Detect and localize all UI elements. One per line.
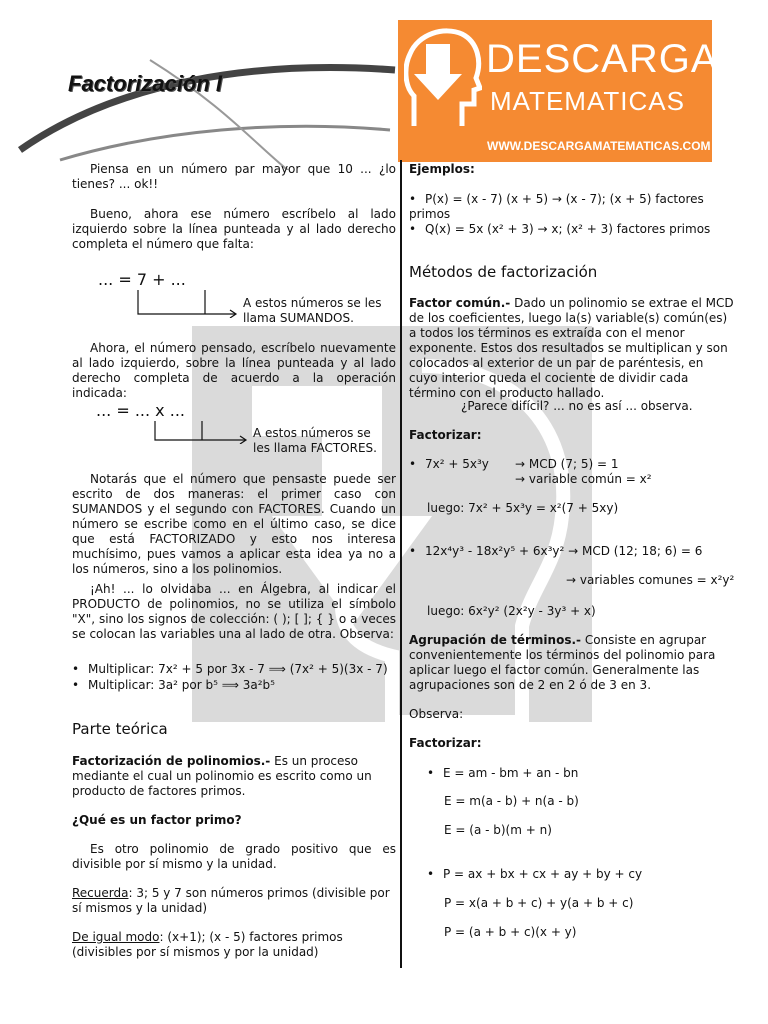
grouping-p-step-3: P = (a + b + c)(x + y) bbox=[444, 925, 577, 939]
observe-label: Observa: bbox=[409, 707, 464, 721]
intro-paragraph: Piensa en un número par mayor que 10 ... ¿lo tienes? ... ok!! bbox=[72, 162, 396, 191]
factor-example-2-result: luego: 6x²y² (2x²y - 3y³ + x) bbox=[427, 604, 596, 618]
example-q: • Q(x) = 5x (x² + 3) → x; (x² + 3) factores primos bbox=[409, 222, 711, 236]
definition-paragraph: Factorización de polinomios.- Es un proceso mediante el cual un polinomio es escrito como un producto de factores primos. bbox=[72, 754, 372, 798]
grouping-e-step-3: E = (a - b)(m + n) bbox=[444, 823, 552, 837]
factor-example-1: • 7x² + 5x³y bbox=[409, 457, 489, 471]
product-equation: ... = ... x ... bbox=[96, 401, 185, 420]
prime-factor-question: ¿Qué es un factor primo? bbox=[72, 813, 242, 827]
multiply-example-2: • Multiplicar: 3a² por b⁵ ⟹ 3a²b⁵ bbox=[72, 678, 275, 692]
factorize-heading-2: Factorizar: bbox=[409, 736, 482, 750]
instruction-paragraph: Bueno, ahora ese número escríbelo al lado izquierdo sobre la línea punteada y al lado derecho completa el número que falta: bbox=[72, 207, 396, 251]
factor-example-1-variable: → variable común = x² bbox=[515, 472, 652, 486]
brand-url[interactable]: WWW.DESCARGAMATEMATICAS.COM bbox=[487, 139, 711, 153]
grouping-e-step-2: E = m(a - b) + n(a - b) bbox=[444, 794, 579, 808]
grouping-p-step-1: • P = ax + bx + cx + ay + by + cy bbox=[427, 867, 643, 881]
factor-example-2-variables: → variables comunes = x²y² bbox=[566, 573, 735, 587]
sum-bracket bbox=[130, 288, 240, 318]
sum-equation: ... = 7 + ... bbox=[98, 270, 186, 289]
decorative-swoosh bbox=[0, 40, 400, 170]
factor-example-1-mcd: → MCD (7; 5) = 1 bbox=[515, 457, 619, 471]
head-download-icon bbox=[404, 26, 482, 136]
page-title: Factorización I bbox=[68, 71, 223, 96]
grouping-e-step-1: • E = am - bm + an - bn bbox=[427, 766, 579, 780]
section-heading-methods: Métodos de factorización bbox=[409, 263, 598, 281]
factor-example-1-result: luego: 7x² + 5x³y = x²(7 + 5xy) bbox=[427, 501, 619, 515]
grouping-paragraph: Agrupación de términos.- Consiste en agrupar convenientemente los términos del polinomio para aplicar luego el factor común. Generalmente las agrupaciones son de 2 en 2 ó de 3 en 3. bbox=[409, 633, 716, 692]
product-bracket bbox=[150, 420, 250, 444]
brand-word-matematicas: MATEMATICAS bbox=[490, 86, 685, 116]
grouping-p-step-2: P = x(a + b + c) + y(a + b + c) bbox=[444, 896, 634, 910]
factorize-heading-1: Factorizar: bbox=[409, 428, 482, 442]
examples-heading: Ejemplos: bbox=[409, 162, 475, 176]
column-divider bbox=[400, 160, 402, 968]
factor-example-2: • 12x⁴y³ - 18x²y⁵ + 6x³y² → MCD (12; 18; 6) = 6 bbox=[409, 544, 703, 558]
example-p: • P(x) = (x - 7) (x + 5) → (x - 7); (x + 5) factores primos bbox=[409, 192, 704, 221]
product-label: A estos números se les llama FACTORES. bbox=[253, 426, 377, 455]
section-heading-theory: Parte teórica bbox=[72, 720, 168, 738]
likewise-note: De igual modo: (x+1); (x - 5) factores primos (divisibles por sí mismos y por la unidad) bbox=[72, 930, 343, 959]
common-factor-paragraph: Factor común.- Dado un polinomio se extrae el MCD de los coeficientes, luego la(s) variable(s) común(es) a todos los términos es extraída con el menor exponente. Estos dos resultados se multiplican y son colocados al exterior de un par de paréntesis, en cuyo interior queda el cociente de dividir cada término con el producto hallado. bbox=[409, 296, 734, 400]
brand-word-descarga: DESCARGA bbox=[486, 37, 719, 81]
product-notation-paragraph: ¡Ah! ... lo olvidaba ... en Álgebra, al indicar el PRODUCTO de polinomios, no se utiliza el símbolo "X", sino los signos de colección: ( ); [ ]; { } o a veces se colocan las variables una al lado de otra. Observa: bbox=[72, 582, 396, 641]
multiply-example-1: • Multiplicar: 7x² + 5 por 3x - 7 ⟹ (7x² + 5)(3x - 7) bbox=[72, 662, 388, 676]
observe-prompt: ¿Parece difícil? ... no es así ... observa. bbox=[461, 399, 693, 413]
sum-label: A estos números se les llama SUMANDOS. bbox=[243, 296, 382, 325]
factored-paragraph: Notarás que el número que pensaste puede ser escrito de dos maneras: el primer caso con SUMANDOS y el segundo con FACTORES. Cuando un número se escribe como en el último caso, se dice que está FACTORIZADO y esto nos interesa muchísimo, pues vamos a aplicar esta idea ya no a los números, sino a los polinomios. bbox=[72, 472, 396, 576]
remember-note: Recuerda: 3; 5 y 7 son números primos (divisible por sí mismos y la unidad) bbox=[72, 886, 390, 915]
operation-paragraph: Ahora, el número pensado, escríbelo nuevamente al lado izquierdo, sobre la línea punteada y al lado derecho completa de acuerdo a la operación indicada: bbox=[72, 341, 396, 400]
prime-factor-answer: Es otro polinomio de grado positivo que es divisible por sí mismo y la unidad. bbox=[72, 842, 396, 871]
